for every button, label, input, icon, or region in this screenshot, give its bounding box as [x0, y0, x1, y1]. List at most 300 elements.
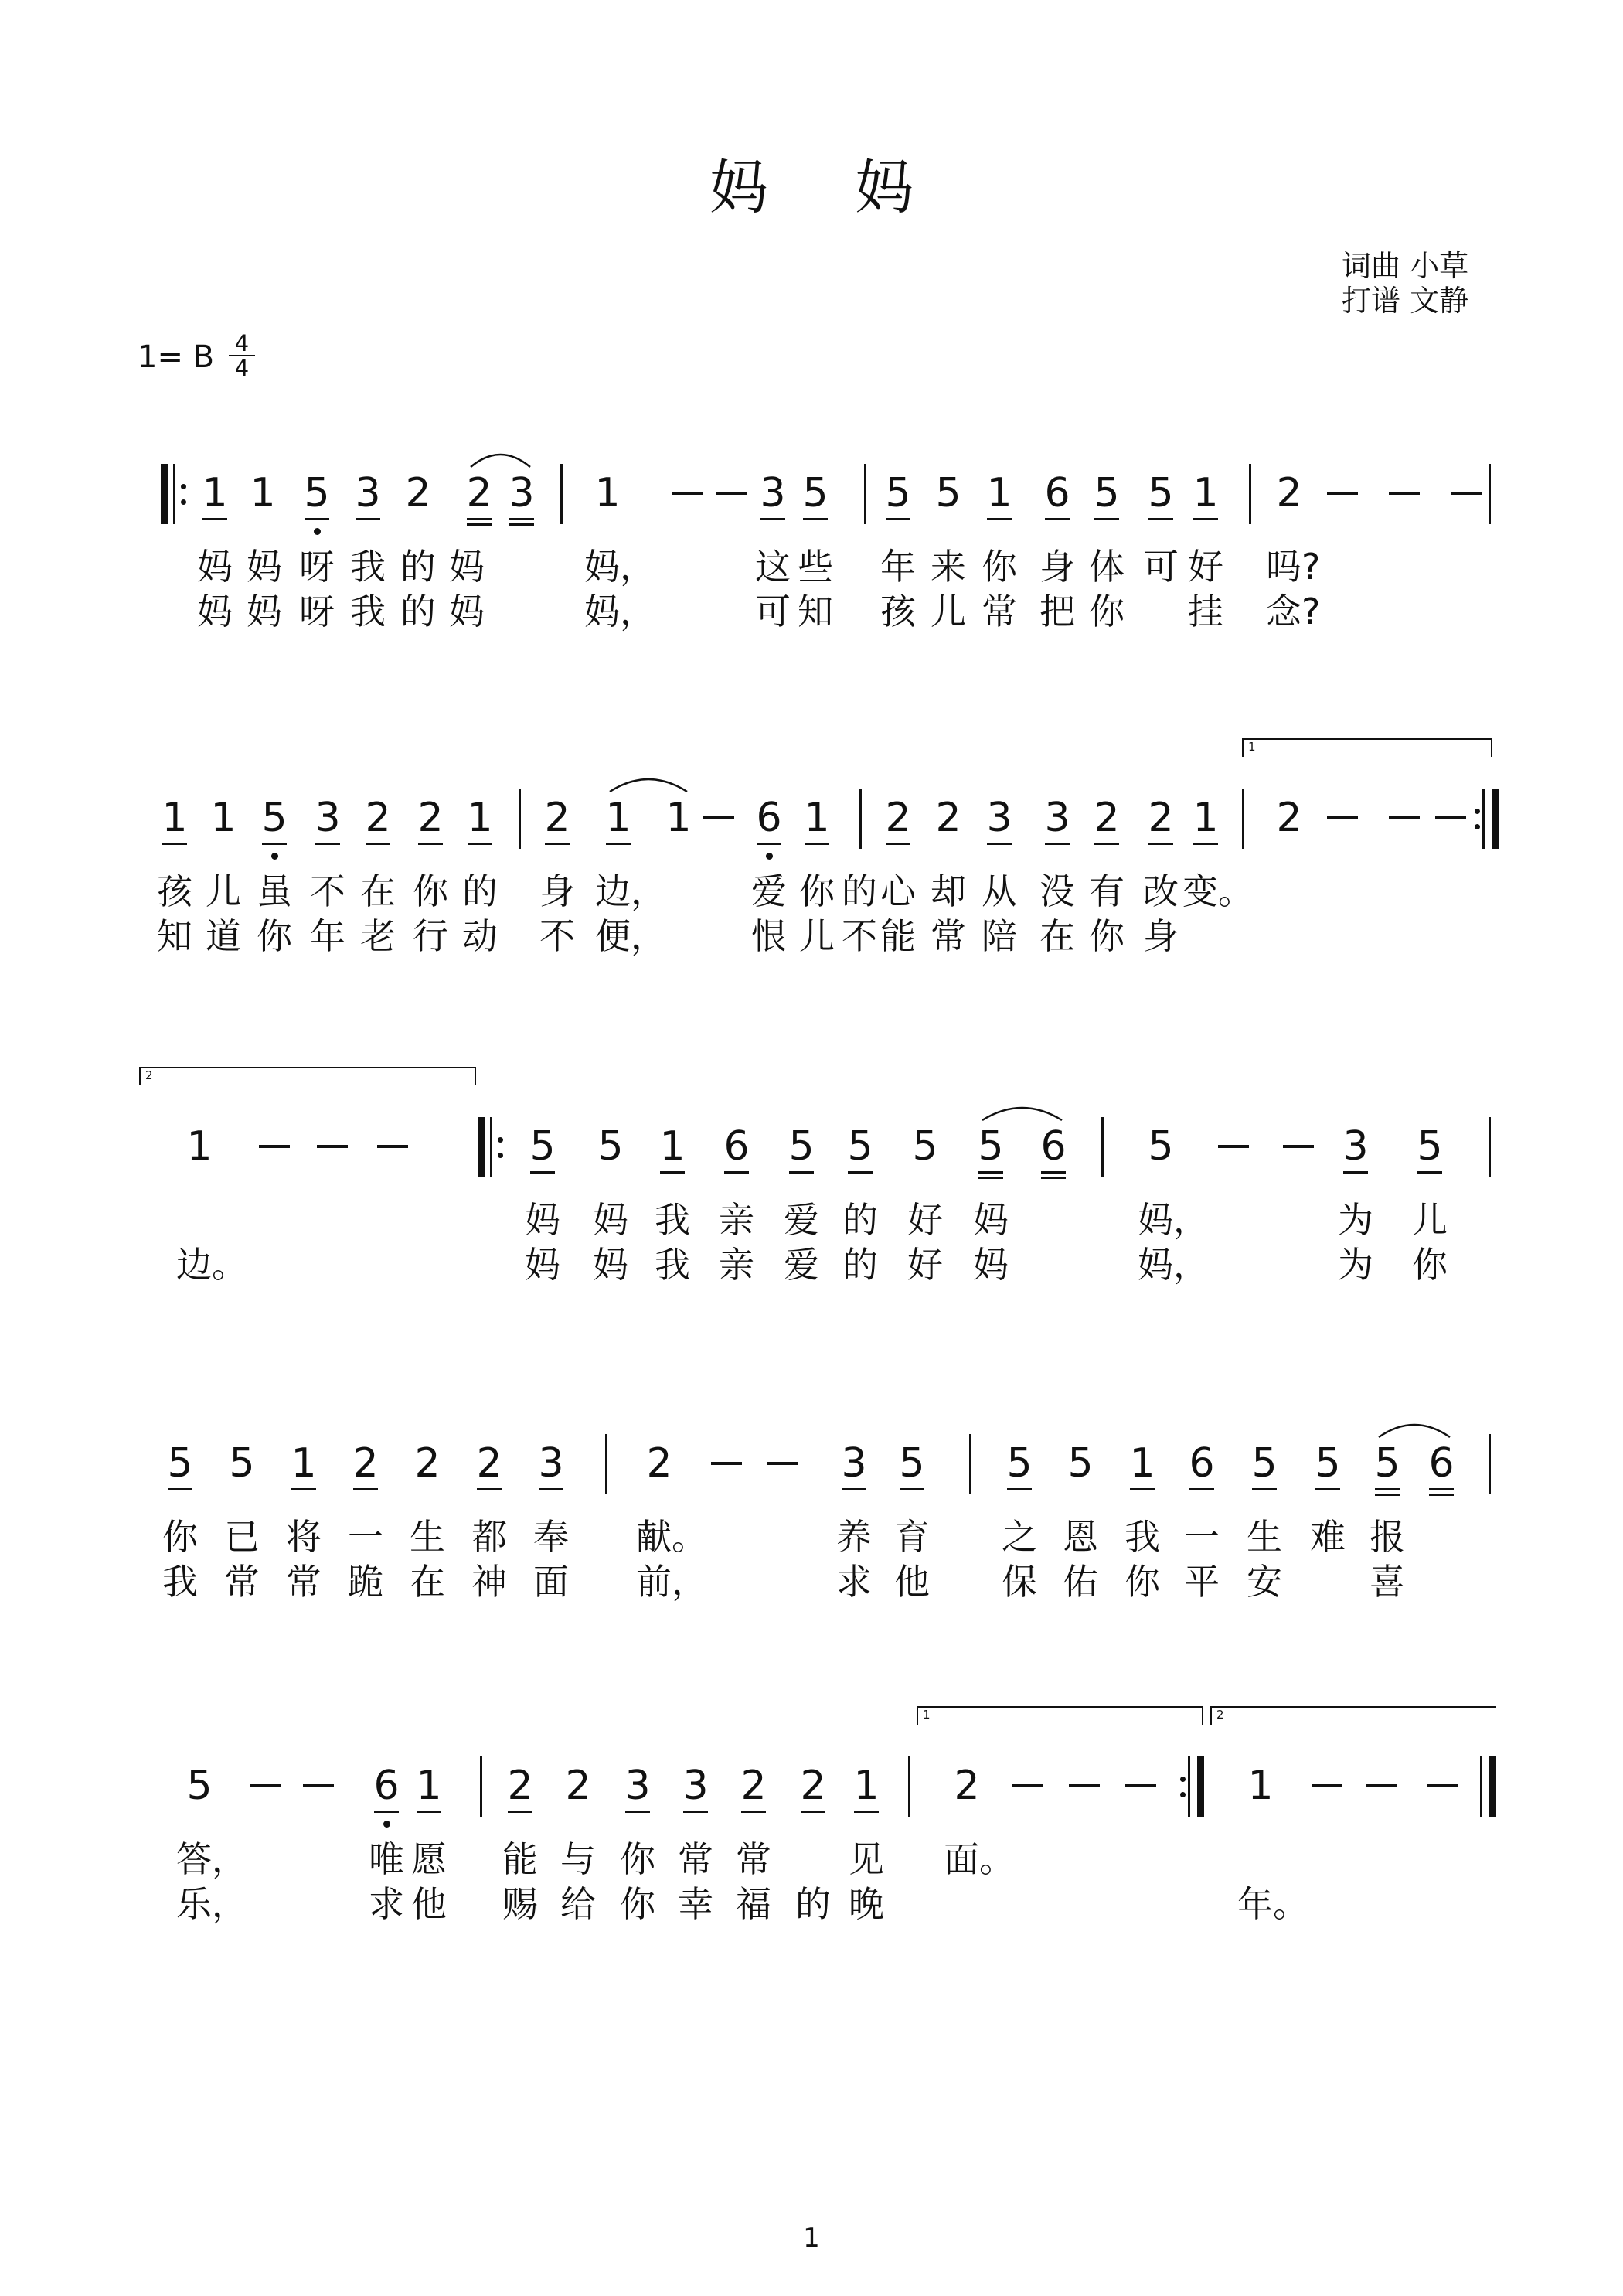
lyric-syllable: 不	[539, 915, 575, 957]
note: 6	[1428, 1440, 1455, 1487]
lyric-syllable: 你	[413, 870, 448, 912]
note: 2	[507, 1763, 533, 1809]
note: 3	[986, 795, 1012, 841]
key-signature: 1= B	[138, 339, 215, 375]
duration-dash	[1389, 816, 1420, 819]
lyric-syllable: 的	[842, 870, 877, 912]
lyric-syllable: 好	[907, 1244, 943, 1286]
repeat-dot	[1180, 1777, 1186, 1782]
underline-beam	[789, 1171, 814, 1174]
lyric-syllable: 面。	[944, 1838, 1015, 1880]
barline	[1242, 789, 1244, 849]
repeat-dot	[1180, 1792, 1186, 1797]
underline-beam	[1193, 518, 1218, 520]
lyric-syllable: 身	[1039, 546, 1075, 588]
lyric-syllable: 都	[471, 1516, 507, 1558]
note: 1	[210, 795, 236, 841]
lyric-syllable: 的	[795, 1883, 831, 1925]
lyric-syllable: 常	[286, 1561, 322, 1603]
note: 5	[885, 470, 911, 516]
underline-beam	[1429, 1494, 1454, 1496]
tie-arc	[607, 772, 690, 795]
note: 3	[841, 1440, 867, 1487]
note: 2	[800, 1763, 826, 1809]
lyric-syllable: 能	[502, 1838, 538, 1880]
note: 3	[682, 1763, 709, 1809]
lyric-syllable: 呀	[299, 546, 335, 588]
underline-beam	[1375, 1488, 1400, 1490]
note: 5	[788, 1123, 815, 1170]
lyric-syllable: 生	[410, 1516, 445, 1558]
lyric-syllable: 妈，	[1138, 1244, 1209, 1286]
barline	[605, 1434, 607, 1494]
note: 1	[202, 470, 228, 516]
lyric-syllable: 我	[350, 591, 386, 632]
volta-bracket	[1242, 738, 1492, 757]
underline-beam	[660, 1171, 685, 1174]
lyric-syllable: 儿	[1412, 1199, 1448, 1241]
duration-dash	[711, 1462, 742, 1465]
lyric-syllable: 在	[1039, 915, 1075, 957]
underline-beam	[1193, 843, 1218, 845]
note: 3	[355, 470, 381, 516]
lyric-syllable: 妈	[525, 1199, 560, 1241]
note: 1	[162, 795, 188, 841]
composer-credit: 词曲 小草	[1342, 249, 1469, 283]
page-number: 1	[803, 2223, 820, 2253]
lyric-syllable: 不	[842, 915, 877, 957]
duration-dash	[716, 492, 747, 495]
lyric-syllable: 体	[1089, 546, 1125, 588]
lyric-syllable: 这	[755, 546, 791, 588]
lyric-syllable: 赐	[502, 1883, 538, 1925]
lyric-syllable: 便，	[595, 915, 666, 957]
note: 1	[665, 795, 692, 841]
lyric-syllable: 他	[411, 1883, 447, 1925]
lyric-syllable: 的	[842, 1199, 878, 1241]
lower-octave-dot	[766, 853, 773, 860]
lyric-syllable: 保	[1002, 1561, 1037, 1603]
underline-beam	[418, 843, 443, 845]
lyric-syllable: 福	[736, 1883, 771, 1925]
underline-beam	[545, 843, 570, 845]
lyric-syllable: 道	[206, 915, 241, 957]
underline-beam	[477, 1488, 502, 1490]
underline-beam	[467, 518, 492, 520]
note: 5	[1315, 1440, 1341, 1487]
barline	[480, 1756, 482, 1817]
lyric-syllable: 年	[880, 546, 916, 588]
underline-beam	[987, 843, 1012, 845]
lyric-syllable: 心	[880, 870, 916, 912]
lyric-syllable: 你	[982, 546, 1017, 588]
underline-beam	[530, 1171, 555, 1174]
song-title: 妈 妈	[709, 153, 948, 222]
lyric-syllable: 念?	[1266, 591, 1321, 632]
lyric-syllable: 我	[655, 1199, 690, 1241]
lyric-syllable: 亲	[719, 1244, 754, 1286]
lyric-syllable: 妈	[449, 591, 485, 632]
note: 3	[509, 470, 535, 516]
underline-beam	[987, 518, 1012, 520]
lyric-syllable: 在	[360, 870, 396, 912]
underline-beam	[1189, 1488, 1214, 1490]
lyric-syllable: 为	[1338, 1199, 1373, 1241]
lyric-syllable: 能	[880, 915, 916, 957]
duration-dash	[1451, 492, 1482, 495]
note: 5	[847, 1123, 873, 1170]
lyric-syllable: 妈	[247, 591, 282, 632]
lyric-syllable: 身	[1143, 915, 1179, 957]
underline-beam	[683, 1811, 708, 1813]
repeat-start-thin-bar	[173, 464, 175, 524]
underline-beam	[900, 1488, 924, 1490]
underline-beam	[1007, 1488, 1032, 1490]
lyric-syllable: 没	[1039, 870, 1075, 912]
note: 5	[802, 470, 829, 516]
lyric-syllable: 恨	[751, 915, 787, 957]
lyric-syllable: 幸	[678, 1883, 713, 1925]
lyric-syllable: 你	[1125, 1561, 1160, 1603]
lyric-syllable: 奉	[533, 1516, 569, 1558]
note: 2	[885, 795, 911, 841]
lyric-syllable: 从	[982, 870, 1017, 912]
lyric-syllable: 妈	[449, 546, 485, 588]
underline-beam	[760, 518, 785, 520]
note: 2	[954, 1763, 980, 1809]
duration-dash	[1327, 492, 1358, 495]
lyric-syllable: 的	[400, 546, 436, 588]
repeat-start-thick-bar	[161, 464, 168, 524]
duration-dash	[703, 816, 734, 819]
underline-beam	[262, 843, 287, 845]
note: 6	[1189, 1440, 1215, 1487]
underline-beam	[848, 1171, 873, 1174]
lyric-syllable: 儿	[931, 591, 966, 632]
lyric-syllable: 常	[678, 1838, 713, 1880]
note: 2	[1094, 795, 1120, 841]
note: 1	[416, 1763, 442, 1809]
duration-dash	[1435, 816, 1466, 819]
lyric-syllable: 妈	[247, 546, 282, 588]
time-signature-denominator: 4	[234, 355, 250, 381]
volta-bracket	[1210, 1706, 1496, 1725]
note: 3	[1342, 1123, 1369, 1170]
note: 5	[304, 470, 330, 516]
duration-dash	[377, 1145, 408, 1148]
duration-dash	[1366, 1784, 1397, 1787]
note: 5	[1374, 1440, 1400, 1487]
lyric-syllable: 儿	[206, 870, 241, 912]
note: 5	[912, 1123, 938, 1170]
barline	[1489, 1434, 1491, 1494]
volta-number: 1	[1248, 740, 1256, 754]
underline-beam	[315, 843, 340, 845]
lyric-syllable: 一	[1184, 1516, 1220, 1558]
underline-beam	[801, 1811, 825, 1813]
lyric-syllable: 佑	[1063, 1561, 1098, 1603]
note: 5	[899, 1440, 925, 1487]
volta-bracket	[139, 1067, 476, 1085]
note: 2	[405, 470, 431, 516]
underline-beam	[356, 518, 380, 520]
final-thick-bar	[1489, 1756, 1496, 1817]
note: 5	[1006, 1440, 1033, 1487]
volta-number: 1	[923, 1708, 931, 1722]
lyric-syllable: 来	[931, 546, 966, 588]
underline-beam	[291, 1488, 316, 1490]
lyric-syllable: 为	[1338, 1244, 1373, 1286]
underline-beam	[417, 1811, 441, 1813]
underline-beam	[978, 1177, 1003, 1179]
volta-number: 2	[145, 1068, 153, 1082]
lyric-syllable: 难	[1310, 1516, 1346, 1558]
transcriber-credit: 打谱 文静	[1342, 284, 1469, 318]
note: 2	[414, 1440, 441, 1487]
lyric-syllable: 常	[931, 915, 966, 957]
lyric-syllable: 却	[931, 870, 966, 912]
lyric-syllable: 改	[1143, 870, 1179, 912]
volta-number: 2	[1216, 1708, 1224, 1722]
duration-dash	[1125, 1784, 1156, 1787]
underline-beam	[1041, 1177, 1066, 1179]
underline-beam	[168, 1488, 192, 1490]
underline-beam	[757, 843, 781, 845]
note: 2	[365, 795, 391, 841]
underline-beam	[1429, 1488, 1454, 1490]
note: 1	[605, 795, 631, 841]
lyric-syllable: 求	[369, 1883, 404, 1925]
lower-octave-dot	[271, 853, 278, 860]
lyric-syllable: 与	[560, 1838, 596, 1880]
lyric-syllable: 的	[400, 591, 436, 632]
duration-dash	[1012, 1784, 1043, 1787]
repeat-end-thick-bar	[1492, 789, 1499, 849]
barline	[859, 789, 862, 849]
lyric-syllable: 老	[360, 915, 396, 957]
duration-dash	[1069, 1784, 1100, 1787]
final-thin-bar	[1480, 1756, 1482, 1817]
lyric-syllable: 行	[413, 915, 448, 957]
lyric-syllable: 安	[1247, 1561, 1282, 1603]
underline-beam	[1375, 1494, 1400, 1496]
note: 1	[186, 1123, 213, 1170]
duration-dash	[767, 1462, 798, 1465]
lyric-syllable: 常	[736, 1838, 771, 1880]
barline	[908, 1756, 910, 1817]
tie-arc	[979, 1100, 1065, 1123]
lyric-syllable: 挂	[1188, 591, 1223, 632]
lyric-syllable: 妈	[197, 546, 233, 588]
duration-dash	[1312, 1784, 1342, 1787]
duration-dash	[317, 1145, 348, 1148]
underline-beam	[374, 1811, 399, 1813]
lower-octave-dot	[314, 528, 321, 535]
repeat-dot	[1475, 809, 1480, 814]
duration-dash	[250, 1784, 281, 1787]
note: 2	[476, 1440, 502, 1487]
repeat-dot	[498, 1153, 503, 1158]
note: 1	[986, 470, 1012, 516]
note: 5	[167, 1440, 193, 1487]
tie-arc	[468, 447, 533, 470]
underline-beam	[467, 523, 492, 526]
lyric-syllable: 给	[560, 1883, 596, 1925]
lyric-syllable: 妈	[973, 1199, 1009, 1241]
lyric-syllable: 边。	[176, 1244, 247, 1286]
underline-beam	[1094, 843, 1119, 845]
lyric-syllable: 的	[842, 1244, 878, 1286]
lyric-syllable: 之	[1002, 1516, 1037, 1558]
lyric-syllable: 呀	[299, 591, 335, 632]
lyric-syllable: 你	[1089, 591, 1125, 632]
underline-beam	[1343, 1171, 1368, 1174]
lyric-syllable: 在	[410, 1561, 445, 1603]
underline-beam	[724, 1171, 749, 1174]
underline-beam	[803, 518, 828, 520]
lyric-syllable: 年	[310, 915, 345, 957]
barline	[519, 789, 521, 849]
note: 5	[261, 795, 288, 841]
note: 2	[1276, 795, 1302, 841]
note: 1	[594, 470, 621, 516]
note: 3	[538, 1440, 564, 1487]
lyric-syllable: 身	[539, 870, 575, 912]
lyric-syllable: 好	[1188, 546, 1223, 588]
lyric-syllable: 乐，	[176, 1883, 247, 1925]
lyric-syllable: 养	[836, 1516, 872, 1558]
duration-dash	[259, 1145, 290, 1148]
lyric-syllable: 跪	[348, 1561, 383, 1603]
underline-beam	[978, 1171, 1003, 1174]
lyric-syllable: 我	[350, 546, 386, 588]
lyric-syllable: 平	[1184, 1561, 1220, 1603]
duration-dash	[303, 1784, 334, 1787]
lyric-syllable: 已	[224, 1516, 260, 1558]
repeat-start-thick-bar	[478, 1117, 485, 1177]
lyric-syllable: 你	[257, 915, 292, 957]
lyric-syllable: 你	[1412, 1244, 1448, 1286]
repeat-end-thick-bar	[1197, 1756, 1204, 1817]
duration-dash	[1427, 1784, 1458, 1787]
lyric-syllable: 知	[157, 915, 192, 957]
repeat-dot	[181, 499, 186, 505]
lyric-syllable: 妈	[973, 1244, 1009, 1286]
note: 5	[1148, 470, 1174, 516]
duration-dash	[1389, 492, 1420, 495]
lyric-syllable: 你	[620, 1883, 655, 1925]
note: 1	[1129, 1440, 1155, 1487]
underline-beam	[509, 518, 534, 520]
note: 1	[1193, 795, 1219, 841]
note: 6	[756, 795, 782, 841]
lyric-syllable: 儿	[799, 915, 835, 957]
underline-beam	[305, 518, 329, 520]
duration-dash	[1218, 1145, 1249, 1148]
lyric-syllable: 孩	[157, 870, 192, 912]
underline-beam	[606, 843, 631, 845]
barline	[1489, 1117, 1491, 1177]
underline-beam	[625, 1811, 650, 1813]
note: 2	[565, 1763, 591, 1809]
note: 2	[1148, 795, 1174, 841]
note: 3	[1044, 795, 1070, 841]
repeat-end-thin-bar	[1188, 1756, 1190, 1817]
note: 5	[978, 1123, 1004, 1170]
lyric-syllable: 你	[1089, 915, 1125, 957]
note: 6	[373, 1763, 400, 1809]
barline	[1249, 464, 1251, 524]
lyric-syllable: 常	[224, 1561, 260, 1603]
lyric-syllable: 爱	[751, 870, 787, 912]
time-signature-numerator: 4	[234, 330, 250, 356]
lyric-syllable: 唯	[369, 1838, 404, 1880]
note: 5	[1067, 1440, 1094, 1487]
note: 2	[352, 1440, 379, 1487]
barline	[1489, 464, 1491, 524]
lyric-syllable: 求	[836, 1561, 872, 1603]
underline-beam	[854, 1811, 879, 1813]
lyric-syllable: 育	[894, 1516, 930, 1558]
duration-dash	[1327, 816, 1358, 819]
lyric-syllable: 将	[286, 1516, 322, 1558]
underline-beam	[468, 843, 492, 845]
note: 3	[624, 1763, 651, 1809]
lyric-syllable: 吗?	[1266, 546, 1321, 588]
note: 6	[1040, 1123, 1067, 1170]
underline-beam	[508, 1811, 532, 1813]
lyric-syllable: 愿	[411, 1838, 447, 1880]
lyric-syllable: 妈	[525, 1244, 560, 1286]
note: 5	[1417, 1123, 1443, 1170]
note: 6	[723, 1123, 750, 1170]
lyric-syllable: 的	[462, 870, 498, 912]
note: 3	[315, 795, 341, 841]
lyric-syllable: 妈，	[584, 546, 655, 588]
underline-beam	[162, 843, 187, 845]
underline-beam	[1315, 1488, 1340, 1490]
lyric-syllable: 妈	[197, 591, 233, 632]
note: 1	[804, 795, 830, 841]
lyric-syllable: 陪	[982, 915, 1017, 957]
barline	[560, 464, 563, 524]
underline-beam	[366, 843, 390, 845]
lyric-syllable: 恩	[1063, 1516, 1098, 1558]
lyric-syllable: 你	[162, 1516, 198, 1558]
barline	[864, 464, 866, 524]
lyric-syllable: 妈	[593, 1199, 628, 1241]
lyric-syllable: 见	[849, 1838, 884, 1880]
repeat-end-thin-bar	[1482, 789, 1485, 849]
lyric-syllable: 一	[348, 1516, 383, 1558]
lyric-syllable: 前，	[636, 1561, 707, 1603]
lyric-syllable: 把	[1039, 591, 1075, 632]
lyric-syllable: 我	[162, 1561, 198, 1603]
underline-beam	[886, 518, 910, 520]
note: 5	[1094, 470, 1120, 516]
note: 2	[646, 1440, 672, 1487]
note: 1	[1193, 470, 1219, 516]
note: 1	[467, 795, 493, 841]
note: 2	[417, 795, 444, 841]
duration-dash	[1283, 1145, 1314, 1148]
lyric-syllable: 动	[462, 915, 498, 957]
lyric-syllable: 你	[799, 870, 835, 912]
underline-beam	[1045, 843, 1070, 845]
lyric-syllable: 不	[310, 870, 345, 912]
lyric-syllable: 妈，	[1138, 1199, 1209, 1241]
lyric-syllable: 些	[798, 546, 833, 588]
